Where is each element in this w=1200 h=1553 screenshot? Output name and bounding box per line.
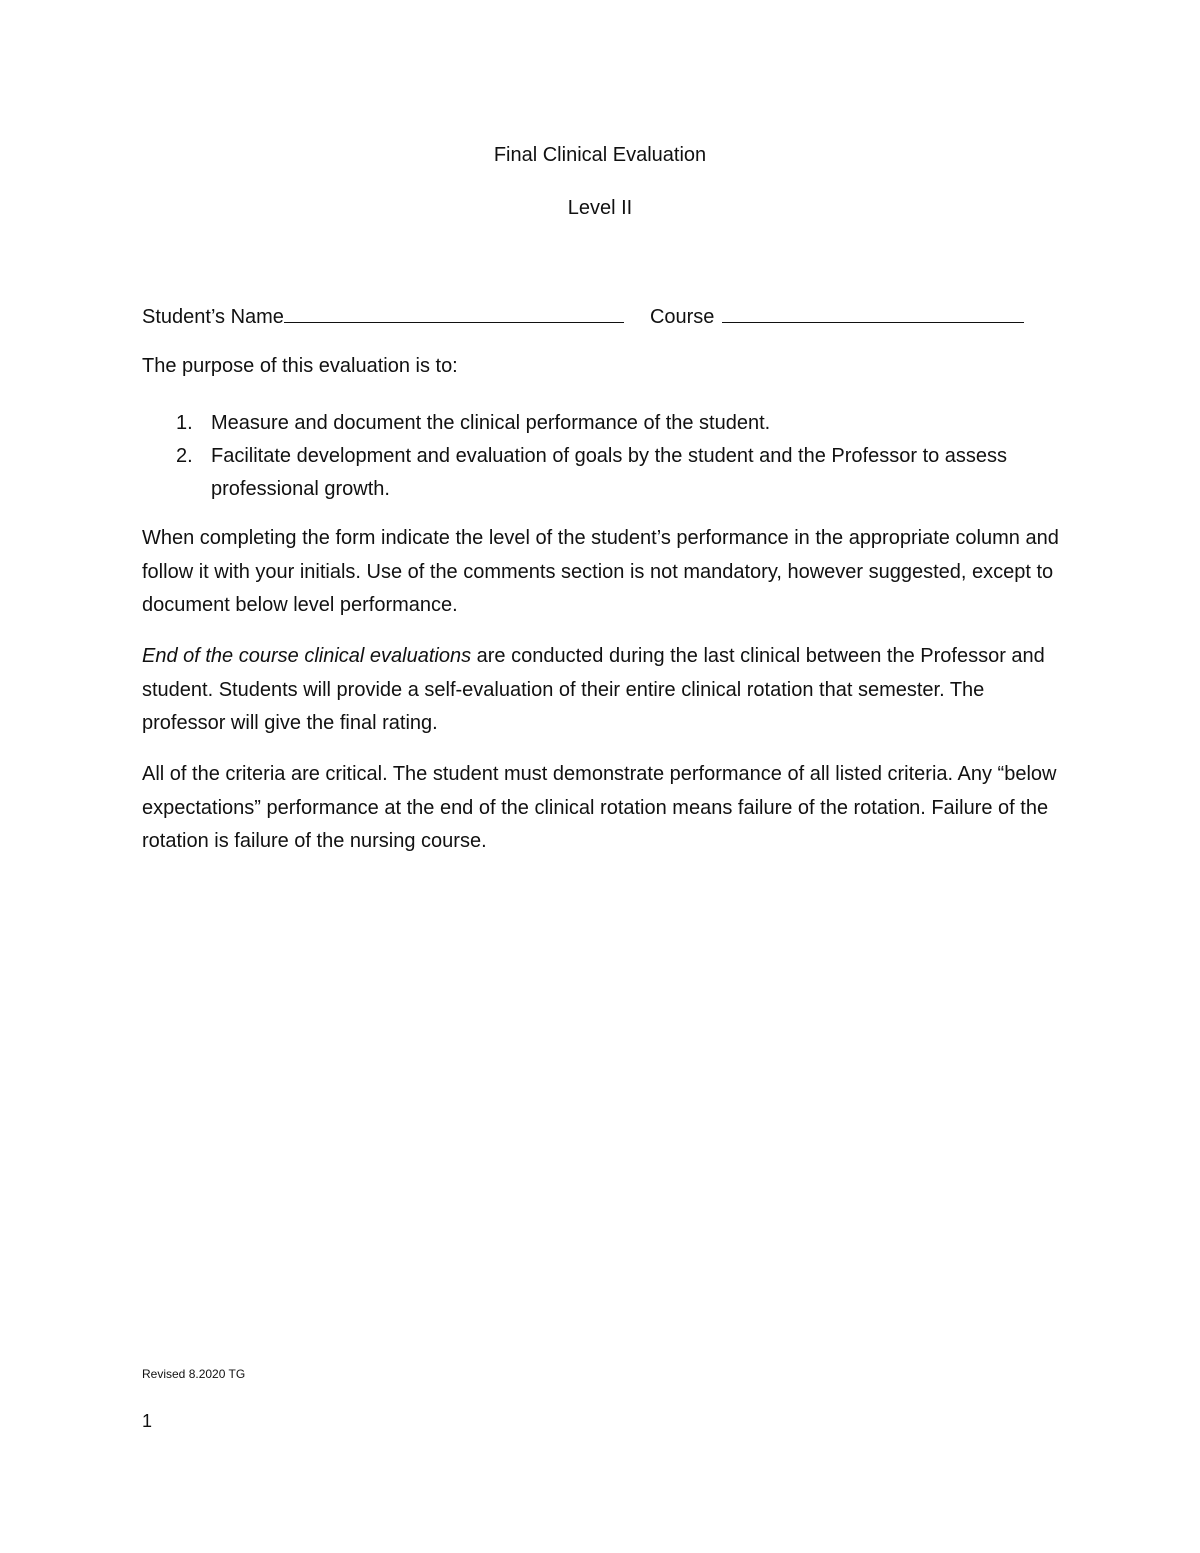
list-item-text: Measure and document the clinical performance of the student. <box>211 412 771 434</box>
list-item-number: 2. <box>176 445 193 467</box>
criteria-paragraph: All of the criteria are critical. The student must demonstrate performance of all listed criteria. Any “below expectations” performance at the end of the clinical rotation means failure of the rotation. Failure of the rotation is failure of the nursing course. <box>142 763 1057 852</box>
list-item-number: 1. <box>176 412 193 434</box>
student-name-label: Student’s Name <box>142 306 284 328</box>
revision-note: Revised 8.2020 TG <box>142 1367 246 1381</box>
page-subtitle: Level II <box>567 197 633 219</box>
evaluation-timing-emphasis: End of the course clinical evaluations <box>142 645 472 667</box>
purpose-list <box>142 407 1042 506</box>
course-label: Course <box>649 306 715 328</box>
list-item-text: Facilitate development and evaluation of goals by the student and the Professor to assess professional growth. <box>211 445 1008 500</box>
page-title: Final Clinical Evaluation <box>493 144 707 166</box>
student-info-row <box>142 302 1042 329</box>
list-item <box>142 440 1042 506</box>
evaluation-timing-text: are conducted during the last clinical between the Professor and student. Students will provide a self-evaluation of their entire clinical rotation that semester. The professor will give the final rating. <box>142 645 1045 734</box>
evaluation-timing-paragraph <box>142 640 1062 741</box>
list-item <box>142 407 1042 440</box>
instructions-paragraph: When completing the form indicate the level of the student’s performance in the appropriate column and follow it with your initials. Use of the comments section is not mandatory, however suggested, except to document below level performance. <box>142 527 1059 616</box>
student-name-field[interactable] <box>284 302 624 323</box>
page-number: 1 <box>142 1411 153 1431</box>
course-field[interactable] <box>722 302 1024 323</box>
purpose-intro: The purpose of this evaluation is to: <box>142 355 458 377</box>
